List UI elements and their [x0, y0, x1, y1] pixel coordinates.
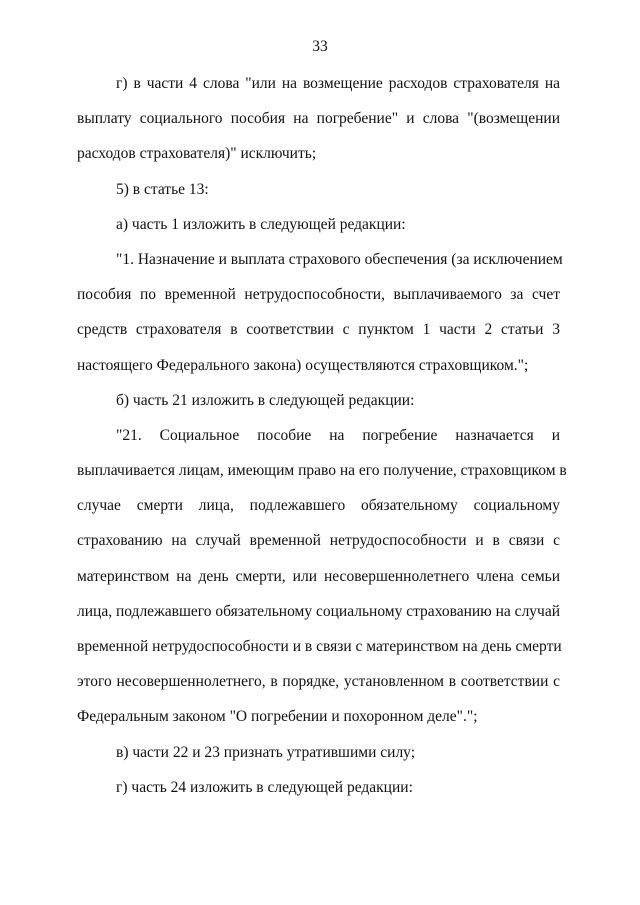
text-line: "21. Социальное пособие на погребение назначается и: [116, 426, 560, 444]
document-body: [77, 66, 567, 805]
text-line: в) части 22 и 23 признать утратившими силу;: [116, 743, 416, 761]
text-line: а) часть 1 изложить в следующей редакции:: [116, 215, 406, 233]
text-line: б) часть 21 изложить в следующей редакции:: [116, 391, 415, 409]
text-line: материнством на день смерти, или несовершеннолетнего члена семьи: [77, 567, 560, 585]
text-line: "1. Назначение и выплата страхового обеспечения (за исключением: [116, 250, 563, 268]
text-line: Федеральным законом "О погребении и похоронном деле".";: [77, 708, 478, 726]
text-line: г) в части 4 слова "или на возмещение расходов страхователя на: [116, 75, 560, 92]
text-line: временной нетрудоспособности и в связи с материнством на день смерти: [77, 638, 562, 655]
text-line: случае смерти лица, подлежавшего обязательному социальному: [77, 497, 560, 515]
text-line: г) часть 24 изложить в следующей редакции:: [116, 778, 413, 796]
text-line: этого несовершеннолетнего, в порядке, установленном в соответствии с: [77, 673, 560, 691]
text-line: выплату социального пособия на погребение" и слова "(возмещении: [77, 110, 560, 128]
page-number: 33: [312, 38, 328, 55]
text-line: 5) в статье 13:: [116, 180, 209, 198]
text-line: расходов страхователя)" исключить;: [77, 145, 317, 163]
text-line: средств страхователя в соответствии с пунктом 1 части 2 статьи 3: [77, 321, 560, 339]
text-line: лица, подлежавшего обязательному социальному страхованию на случай: [77, 602, 561, 620]
text-line: страхованию на случай временной нетрудоспособности и в связи с: [77, 532, 560, 550]
text-line: настоящего Федерального закона) осуществляются страховщиком.";: [77, 356, 529, 374]
text-line: пособия по временной нетрудоспособности, выплачиваемого за счет: [77, 286, 560, 304]
text-line: выплачивается лицам, имеющим право на его получение, страховщиком в: [77, 462, 567, 480]
